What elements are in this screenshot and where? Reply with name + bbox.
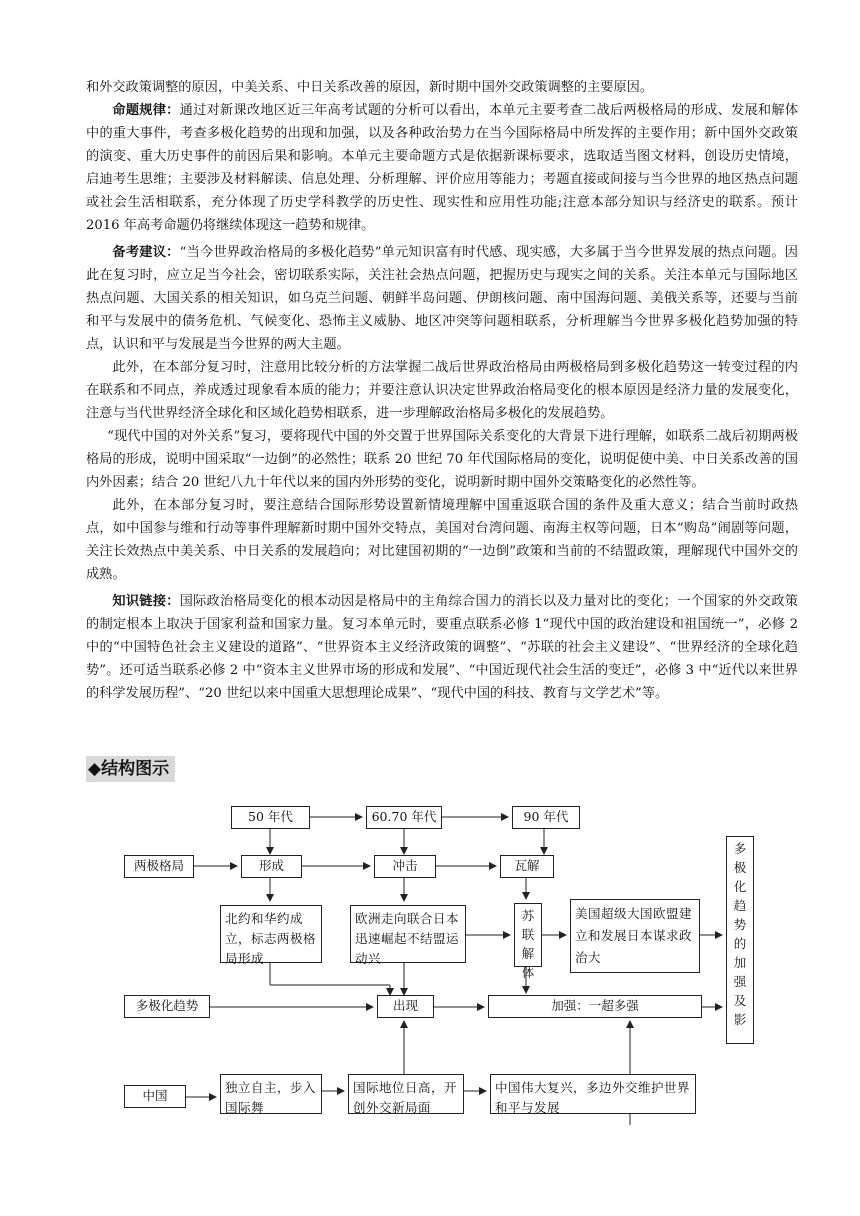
paragraph-comparison: 此外，在本部分复习时，注意用比较分析的方法掌握二战后世界政治格局由两极格局到多极化趋势这一转变过程的内在联系和不同点，养成透过现象看本质的能力；并要注意认识决定世界政治格局变化的根本原因是经济力量的发展变化，注意与当代世界经济全球化和区域化趋势相联系，进一步理解政治格局多极化的发展趋势。: [86, 360, 798, 421]
soviet-collapse: 苏联解体: [514, 903, 542, 967]
multipolar-detail: 美国超级大国欧盟建立和发展日本谋求政治大: [570, 899, 700, 973]
paragraph-china-relations: “现代中国的对外关系”复习，要将现代中国的外交置于世界国际关系变化的大背景下进行理解，如联系二战后初期两极格局的形成，说明中国采取“一边倒”的必然性；联系 20 世纪 70 年代国际格局的变化，说明促使中美、中日关系改善的国内外因素；结合 20 世纪八九十年代以来的国内外形势的变化，说明新时期中国外交策略变化的必然性等。: [86, 429, 798, 490]
strengthen-one-superpower: 加强：一超多强: [488, 995, 702, 1018]
label-prep-advice: 备考建议：: [112, 245, 180, 260]
era-50s: 50 年代: [231, 806, 310, 829]
label-exam-pattern: 命题规律：: [112, 103, 180, 118]
collapse: 瓦解: [500, 855, 554, 878]
paragraph-current-affairs: 此外，在本部分复习时，要注意结合国际形势设置新情境理解中国重返联合国的条件及重大意义；结合当前时政热点，如中国参与维和行动等事件理解新时期中国外交特点，美国对台湾问题、南海主权等问题，日本“购岛”闹剧等问题，关注长效热点中美关系、中日关系的发展趋向；对比建国初期的“一边倒”政策和当前的不结盟政策，理解现代中国外交的成熟。: [86, 498, 798, 582]
section-title: ◆结构图示: [86, 756, 175, 782]
label-knowledge-link: 知识链接：: [112, 594, 180, 609]
emergence: 出现: [377, 995, 434, 1018]
china-rejuvenation: 中国伟大复兴，多边外交维护世界和平与发展: [490, 1074, 696, 1114]
formation-detail: 北约和华约成立，标志两极格局形成: [220, 905, 322, 963]
multipolar-strengthen-column: 多极化趋势的加强及影: [726, 836, 754, 1044]
impact-detail: 欧洲走向联合日本迅速崛起不结盟运动兴: [350, 905, 466, 963]
paragraph-prep-advice: 备考建议：“当今世界政治格局的多极化趋势”单元知识富有时代感、现实感，大多属于当今世界发展的热点问题。因此在复习时，应立足当今社会，密切联系实际，关注社会热点问题，把握历史与现实之间的关系。关注本单元与国际地区热点问题、大国关系的相关知识，如乌克兰问题、朝鲜半岛问题、伊朗核问题、南中国海问题、美俄关系等，还要与当前和平与发展中的债务危机、气候变化、恐怖主义威胁、地区冲突等问题相联系，分析理解当今世界多极化趋势加强的特点，认识和平与发展是当今世界的两大主题。: [86, 245, 798, 352]
formation: 形成: [241, 855, 302, 878]
paragraph-knowledge-link: 知识链接：国际政治格局变化的根本动因是格局中的主角综合国力的消长以及力量对比的变化；一个国家的外交政策的制定根本上取决于国家利益和国家力量。复习本单元时，要重点联系必修 1“现代中国的政治建设和祖国统一”，必修 2 中的“中国特色社会主义建设的道路”、“世界资本主义经济政策的调整”、“苏联的社会主义建设”、“世界经济的全球化趋势”。还可适当联系必修 2 中“资本主义世界市场的形成和发展”、“中国近现代社会生活的变迁”，必修 3 中“近代以来世界的科学发展历程”、“20 世纪以来中国重大思想理论成果”、“现代中国的科技、教育与文学艺术”等。: [86, 594, 799, 701]
china-rising-status: 国际地位日高，开创外交新局面: [348, 1074, 464, 1114]
paragraph-intro: 和外交政策调整的原因，中美关系、中日关系改善的原因，新时期中国外交政策调整的主要原因。: [86, 80, 654, 95]
china-independence: 独立自主，步入国际舞: [220, 1074, 322, 1114]
era-90s: 90 年代: [512, 806, 580, 829]
paragraph-exam-pattern: 命题规律：通过对新课改地区近三年高考试题的分析可以看出，本单元主要考查二战后两极格局的形成、发展和解体中的重大事件，考查多极化趋势的出现和加强，以及各种政治势力在当今国际格局中所发挥的主要作用；新中国外交政策的演变、重大历史事件的前因后果和影响。本单元主要命题方式是依据新课标要求，选取适当图文材料，创设历史情境，启迪考生思维；主要涉及材料解读、信息处理、分析理解、评价应用等能力；考题直接或间接与当今世界的地区热点问题或社会生活相联系，充分体现了历史学科教学的历史性、现实性和应用性功能;注意本部分知识与经济史的联系。预计 2016 年高考命题仍将继续体现这一趋势和规律。: [86, 103, 799, 233]
era-60s-70s: 60.70 年代: [366, 806, 442, 829]
china: 中国: [124, 1085, 186, 1108]
impact: 冲击: [374, 855, 436, 878]
multipolar-trend: 多极化趋势: [124, 995, 210, 1018]
bipolar-structure: 两极格局: [124, 855, 194, 878]
